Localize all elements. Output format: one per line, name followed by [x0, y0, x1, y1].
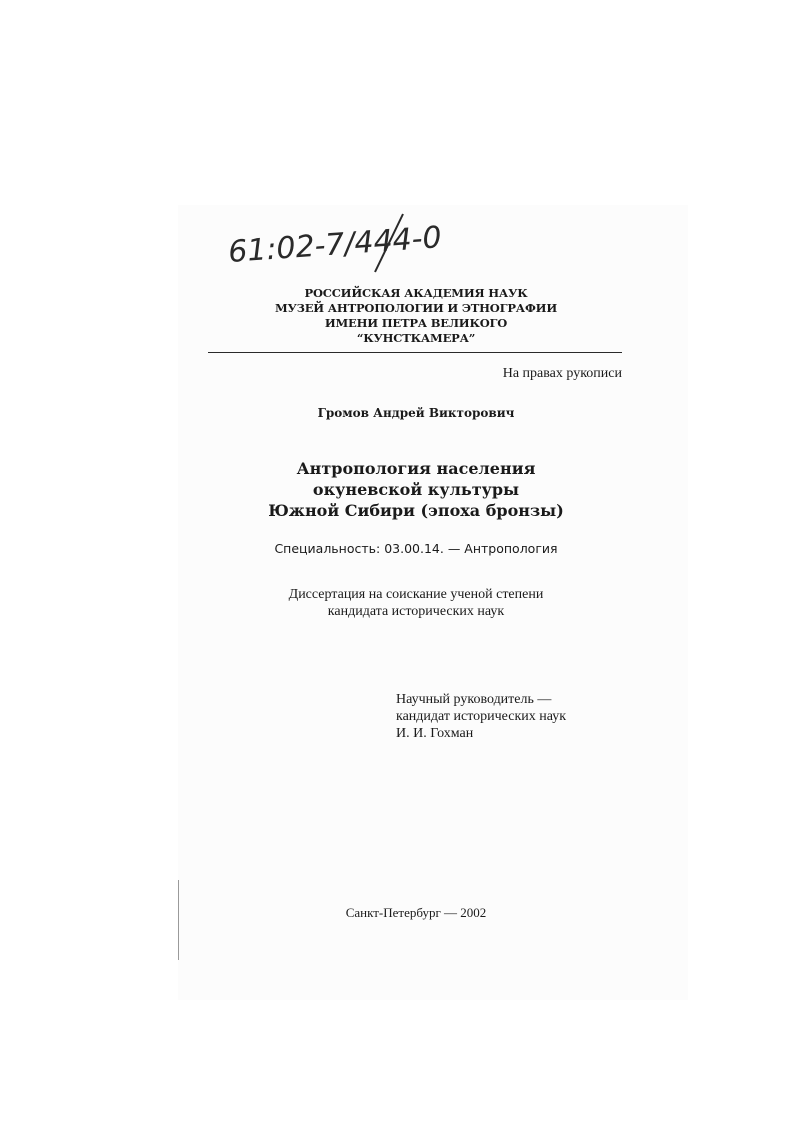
degree-line: кандидата исторических наук	[327, 604, 505, 619]
title-line: окуневской культуры	[312, 480, 520, 499]
dissertation-title	[200, 458, 632, 521]
institution-line: РОССИЙСКАЯ АКАДЕМИЯ НАУК	[304, 286, 528, 300]
institution-header	[210, 286, 622, 346]
specialty-line: Специальность: 03.00.14. — Антропология	[274, 541, 558, 556]
handwritten-catalog-number	[225, 210, 545, 280]
institution-line: МУЗЕЙ АНТРОПОЛОГИИ И ЭТНОГРАФИИ	[274, 301, 558, 315]
degree-line: Диссертация на соискание ученой степени	[288, 587, 544, 602]
title-line: Южной Сибири (эпоха бронзы)	[268, 501, 564, 520]
supervisor-name: И. И. Гохман	[396, 726, 474, 741]
handwritten-code-text: 61:02-7/444-0	[227, 220, 443, 270]
degree-statement	[200, 586, 632, 620]
institution-line: ИМЕНИ ПЕТРА ВЕЛИКОГО	[324, 316, 508, 330]
scan-edge-line	[178, 880, 179, 960]
supervisor-line: кандидат исторических наук	[396, 709, 567, 724]
header-divider	[208, 352, 622, 353]
manuscript-note: На правах рукописи	[502, 366, 622, 381]
place-and-year: Санкт-Петербург — 2002	[345, 905, 487, 920]
author-name: Громов Андрей Викторович	[317, 406, 515, 420]
supervisor-block	[396, 691, 566, 742]
supervisor-line: Научный руководитель —	[396, 692, 552, 707]
title-line: Антропология населения	[296, 459, 536, 478]
institution-line: “КУНСТКАМЕРА”	[356, 331, 476, 345]
